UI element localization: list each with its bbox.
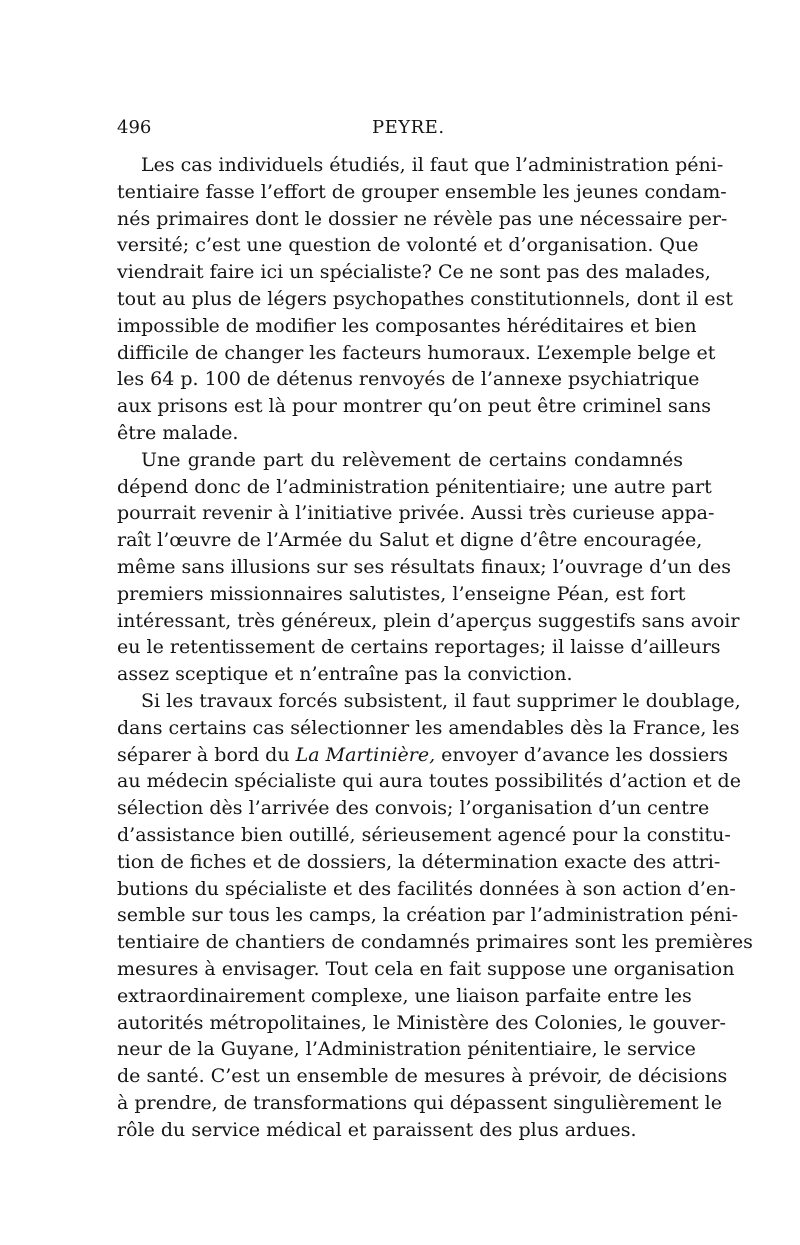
text-line: dépend donc de l’administration pénitentiaire; une autre part	[117, 475, 712, 498]
text-line: tout au plus de légers psychopathes constitutionnels, dont il est	[117, 287, 734, 310]
page-number: 496	[117, 117, 152, 138]
text-line: eu le retentissement de certains reportages; il laisse d’ailleurs	[117, 636, 721, 659]
text-line: impossible de modifier les composantes héréditaires et bien	[117, 314, 697, 337]
text-line: assez sceptique et n’entraîne pas la conviction.	[117, 663, 573, 686]
paragraph-1	[117, 152, 734, 447]
text-line: dans certains cas sélectionner les amendables dès la France, les	[117, 716, 740, 739]
text-segment: séparer à bord du	[117, 743, 296, 766]
paragraph-2	[117, 447, 740, 688]
text-line: neur de la Guyane, l’Administration pénitentiaire, le service	[117, 1038, 696, 1061]
text-line: extraordinairement complexe, une liaison parfaite entre les	[117, 984, 692, 1007]
text-line: d’assistance bien outillé, sérieusement agencé pour la constitu-	[117, 823, 731, 846]
text-line: pourrait revenir à l’initiative privée. Aussi très curieuse appa-	[117, 502, 715, 525]
text-line: Une grande part du relèvement de certains condamnés	[141, 448, 683, 471]
body-text	[117, 152, 753, 1143]
text-line: de santé. C’est un ensemble de mesures à prévoir, de décisions	[117, 1065, 728, 1088]
text-line: Les cas individuels étudiés, il faut que l’administration péni-	[141, 154, 724, 176]
text-line: sélection dès l’arrivée des convois; l’organisation d’un centre	[117, 797, 710, 820]
text-line: difficile de changer les facteurs humoraux. L’exemple belge et	[117, 341, 716, 364]
text-line: au médecin spécialiste qui aura toutes possibilités d’action et de	[117, 770, 741, 793]
text-line: à prendre, de transformations qui dépassent singulièrement le	[117, 1091, 722, 1114]
text-line: semble sur tous les camps, la création par l’administration péni-	[117, 904, 738, 927]
text-line: nés primaires dont le dossier ne révèle pas une nécessaire per-	[117, 207, 728, 230]
text-line: aux prisons est là pour montrer qu’on peut être criminel sans	[117, 395, 711, 418]
text-line: Si les travaux forcés subsistent, il faut supprimer le doublage,	[141, 689, 741, 712]
running-title: PEYRE.	[372, 117, 445, 138]
text-line: autorités métropolitaines, le Ministère des Colonies, le gouver-	[117, 1011, 726, 1034]
text-segment: envoyer d’avance les dossiers	[435, 743, 729, 766]
text-line: tentiaire de chantiers de condamnés primaires sont les premières	[117, 931, 753, 954]
text-line: rôle du service médical et paraissent des plus ardues.	[117, 1118, 637, 1141]
text-line: premiers missionnaires salutistes, l’enseigne Péan, est fort	[117, 582, 686, 605]
paragraph-3	[117, 688, 753, 1144]
text-line: intéressant, très généreux, plein d’aperçus suggestifs sans avoir	[117, 609, 740, 632]
text-line: les 64 p. 100 de détenus renvoyés de l’annexe psychiatrique	[117, 368, 700, 391]
ship-name: La Martinière,	[295, 743, 436, 766]
text-line: même sans illusions sur ses résultats finaux; l’ouvrage d’un des	[117, 555, 731, 578]
text-line: versité; c’est une question de volonté et d’organisation. Que	[117, 234, 699, 257]
text-line: tion de fiches et de dossiers, la détermination exacte des attri-	[117, 850, 721, 873]
text-line: raît l’œuvre de l’Armée du Salut et digne d’être encouragée,	[117, 529, 703, 552]
text-line: butions du spécialiste et des facilités données à son action d’en-	[117, 877, 736, 900]
text-line: viendrait faire ici un spécialiste? Ce ne sont pas des malades,	[117, 261, 711, 284]
text-line-with-ship-name	[117, 742, 729, 769]
text-line: être malade.	[117, 421, 239, 444]
text-line: tentiaire fasse l’effort de grouper ensemble les jeunes condam-	[117, 180, 727, 203]
running-head	[117, 116, 683, 140]
text-line: mesures à envisager. Tout cela en fait suppose une organisation	[117, 957, 735, 980]
